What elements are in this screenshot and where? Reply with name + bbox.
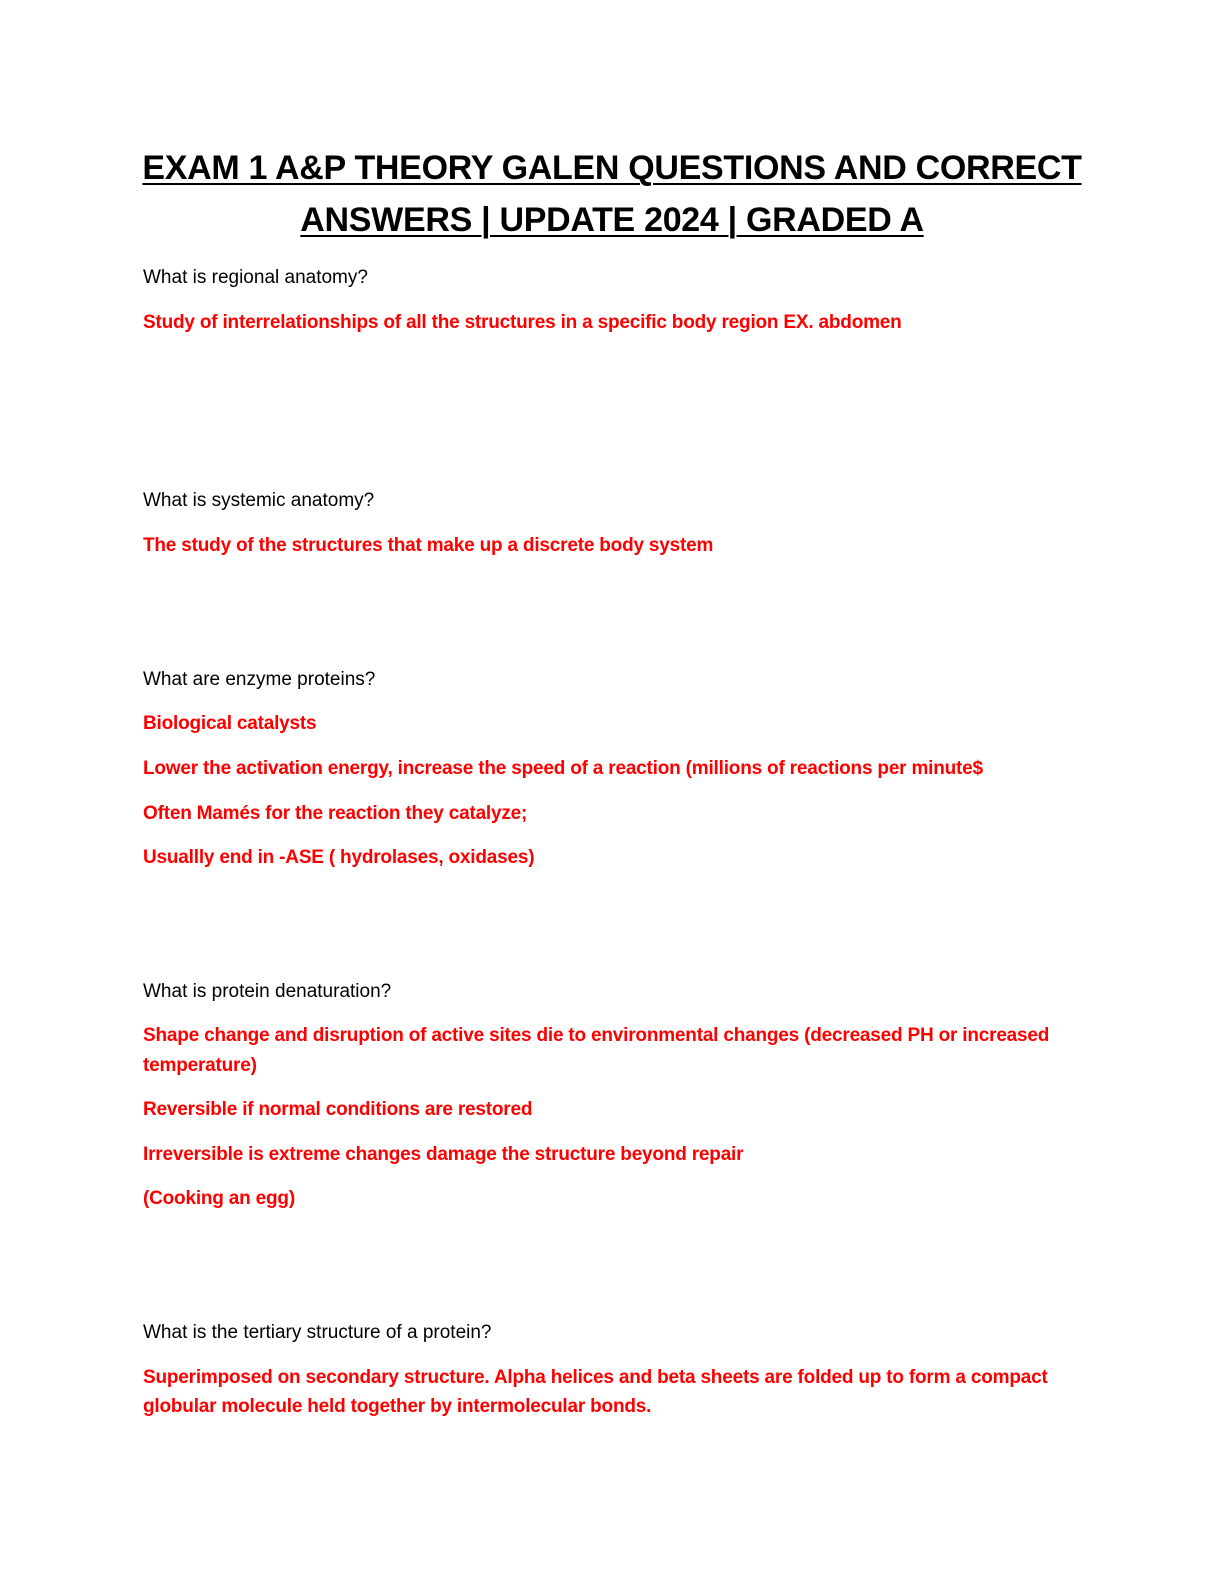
answer-regional-anatomy: Study of interrelationships of all the structures in a specific body region EX. abdomen	[143, 312, 902, 333]
document-title-line-1: EXAM 1 A&P THEORY GALEN QUESTIONS AND CORRECT	[142, 149, 1082, 187]
answer-tertiary-structure-1: Superimposed on secondary structure. Alpha helices and beta sheets are folded up to form a compact	[143, 1367, 1048, 1388]
answer-systemic-anatomy: The study of the structures that make up a discrete body system	[143, 535, 714, 556]
answer-protein-denaturation-4: (Cooking an egg)	[143, 1188, 295, 1209]
answer-tertiary-structure-1-cont: globular molecule held together by intermolecular bonds.	[143, 1396, 652, 1417]
answer-enzyme-proteins-3: Often Mamés for the reaction they catalyze;	[143, 803, 528, 824]
question-regional-anatomy: What is regional anatomy?	[143, 267, 368, 288]
answer-enzyme-proteins-1: Biological catalysts	[143, 713, 317, 734]
question-systemic-anatomy: What is systemic anatomy?	[143, 490, 375, 511]
document-title-line-2: ANSWERS | UPDATE 2024 | GRADED A	[300, 201, 924, 239]
answer-protein-denaturation-3: Irreversible is extreme changes damage the structure beyond repair	[143, 1144, 744, 1165]
question-enzyme-proteins: What are enzyme proteins?	[143, 669, 376, 690]
question-tertiary-structure: What is the tertiary structure of a protein?	[143, 1322, 492, 1343]
answer-protein-denaturation-2: Reversible if normal conditions are restored	[143, 1099, 533, 1120]
answer-protein-denaturation-1: Shape change and disruption of active sites die to environmental changes (decreased PH or increased	[143, 1025, 1050, 1046]
answer-enzyme-proteins-2: Lower the activation energy, increase the speed of a reaction (millions of reactions per minute$	[143, 758, 983, 779]
question-protein-denaturation: What is protein denaturation?	[143, 981, 392, 1002]
answer-enzyme-proteins-4: Usuallly end in -ASE ( hydrolases, oxidases)	[143, 847, 535, 868]
answer-protein-denaturation-1-cont: temperature)	[143, 1055, 257, 1076]
